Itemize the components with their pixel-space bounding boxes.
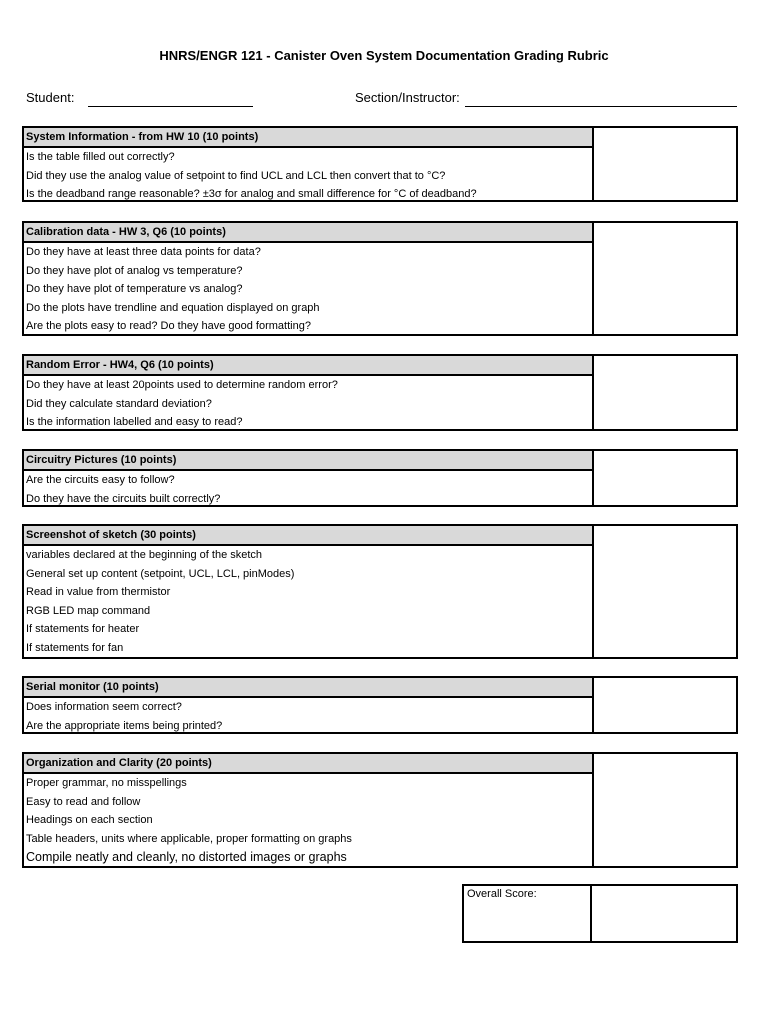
criterion-row: Do they have at least three data points for data? [26,246,261,258]
criterion-row: If statements for fan [26,641,124,654]
section-serial-monitor [22,676,738,734]
section-organization-and-clarity [22,752,738,868]
student-label: Student: [26,90,75,105]
section-header: Serial monitor (10 points) [24,678,592,698]
criterion-row: Is the information labelled and easy to read? [26,416,243,429]
criterion-row: Is the table filled out correctly? [26,151,175,163]
criterion-row: If statements for heater [26,623,140,636]
overall-score-cell[interactable] [590,884,738,943]
criterion-row: RGB LED map command [26,604,151,617]
section-header: System Information - from HW 10 (10 points) [24,128,592,148]
section-random-error [22,354,738,431]
criterion-row: Do they have at least 20points used to determine random error? [26,379,338,391]
criterion-row: Table headers, units where applicable, proper formatting on graphs [26,832,352,845]
section-criteria [24,526,594,657]
section-criteria [24,223,594,334]
score-cell[interactable] [590,356,736,429]
criterion-row: Read in value from thermistor [26,586,171,599]
criterion-row: Does information seem correct? [26,701,182,713]
criterion-row: variables declared at the beginning of the sketch [26,549,263,561]
criterion-row: Are the circuits easy to follow? [26,474,175,486]
criterion-row: Did they use the analog value of setpoint to find UCL and LCL then convert that to °C? [26,169,446,182]
criterion-row: General set up content (setpoint, UCL, LCL, pinModes) [26,567,295,580]
overall-score-label: Overall Score: [462,884,592,943]
criterion-row: Compile neatly and cleanly, no distorted images or graphs [26,850,347,865]
section-header: Circuitry Pictures (10 points) [24,451,592,471]
criterion-row: Do the plots have trendline and equation displayed on graph [26,301,320,314]
criterion-row: Easy to read and follow [26,795,141,808]
section-criteria [24,678,594,732]
section-criteria [24,356,594,429]
score-cell[interactable] [590,678,736,732]
section-criteria [24,754,594,866]
section-criteria [24,128,594,200]
section-header: Organization and Clarity (20 points) [24,754,592,774]
section-calibration-data [22,221,738,336]
criterion-row: Do they have plot of analog vs temperature? [26,264,243,277]
section-circuitry-pictures [22,449,738,507]
score-cell[interactable] [590,754,736,866]
criterion-row: Do they have plot of temperature vs analog? [26,283,243,296]
section-criteria [24,451,594,505]
score-cell[interactable] [590,128,736,200]
criterion-row: Do they have the circuits built correctly? [26,492,221,505]
criterion-row: Are the plots easy to read? Do they have good formatting? [26,320,311,333]
score-cell[interactable] [590,223,736,334]
section-header: Screenshot of sketch (30 points) [24,526,592,546]
score-cell[interactable] [590,526,736,657]
page-title: HNRS/ENGR 121 - Canister Oven System Documentation Grading Rubric [159,48,609,63]
criterion-row: Did they calculate standard deviation? [26,397,212,410]
section-system-information [22,126,738,202]
section-screenshot-of-sketch [22,524,738,659]
score-cell[interactable] [590,451,736,505]
criterion-row: Headings on each section [26,814,153,827]
section-header: Calibration data - HW 3, Q6 (10 points) [24,223,592,243]
criterion-row: Is the deadband range reasonable? ±3σ for analog and small difference for °C of deadband? [26,188,477,201]
criterion-row: Proper grammar, no misspellings [26,777,187,789]
section-header: Random Error - HW4, Q6 (10 points) [24,356,592,376]
student-input-line[interactable] [88,106,253,107]
section-instructor-input-line[interactable] [465,106,737,107]
section-instructor-label: Section/Instructor: [355,90,460,105]
criterion-row: Are the appropriate items being printed? [26,719,223,732]
